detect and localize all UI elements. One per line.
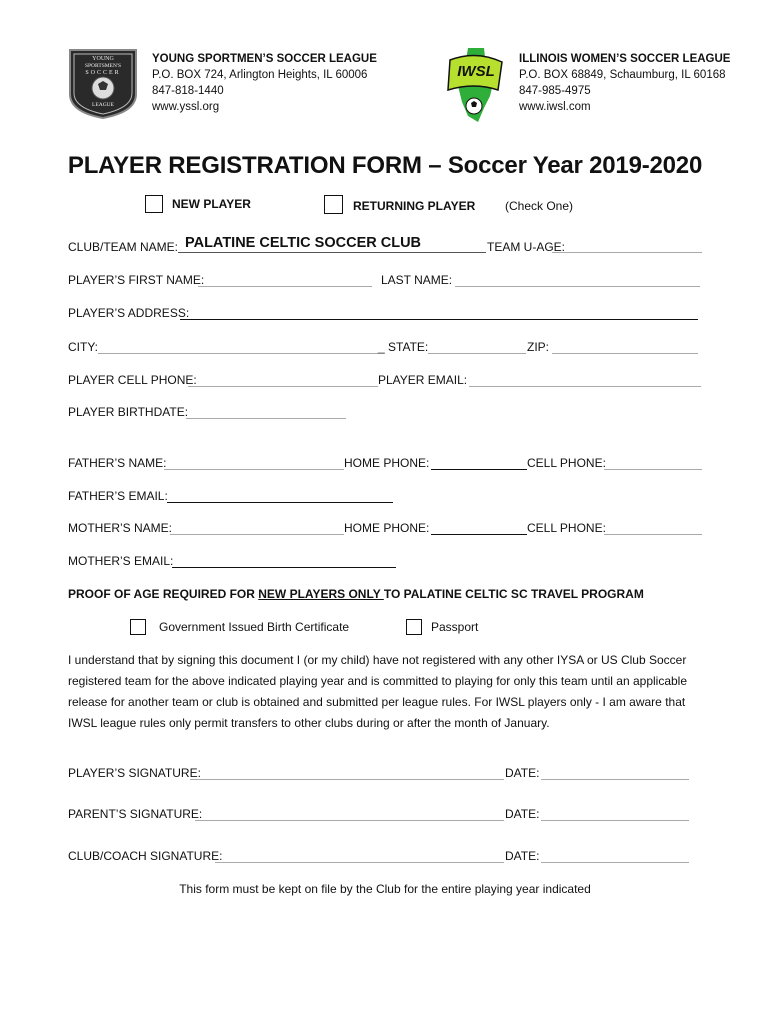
mother-name-input[interactable] bbox=[170, 534, 344, 535]
parent-signature-label: PARENT’S SIGNATURE: bbox=[68, 807, 203, 821]
father-home-phone-label: HOME PHONE: bbox=[344, 456, 430, 470]
check-one-hint: (Check One) bbox=[505, 199, 574, 213]
player-signature-input[interactable] bbox=[190, 779, 504, 780]
father-cell-phone-label: CELL PHONE: bbox=[527, 456, 606, 470]
father-home-phone-input[interactable] bbox=[431, 469, 527, 470]
new-player-label: NEW PLAYER bbox=[172, 197, 251, 211]
coach-signature-input[interactable] bbox=[215, 862, 504, 863]
iwsl-address: P.O. BOX 68849, Schaumburg, IL 60168 bbox=[519, 69, 726, 81]
team-uage-label: TEAM U-AGE: bbox=[487, 240, 566, 254]
mother-email-label: MOTHER’S EMAIL: bbox=[68, 554, 174, 568]
last-name-label: LAST NAME: bbox=[381, 273, 453, 287]
city-input[interactable] bbox=[98, 353, 378, 354]
yssl-contact bbox=[152, 51, 377, 115]
club-team-label: CLUB/TEAM NAME: bbox=[68, 240, 179, 254]
iwsl-logo-text: IWSL bbox=[457, 63, 495, 80]
first-name-label: PLAYER’S FIRST NAME: bbox=[68, 273, 205, 287]
new-player-checkbox[interactable] bbox=[145, 195, 163, 213]
iwsl-logo bbox=[444, 46, 508, 126]
proof-underlined: NEW PLAYERS ONLY bbox=[258, 587, 384, 601]
cell-phone-label: PLAYER CELL PHONE: bbox=[68, 373, 197, 387]
parent-date-label: DATE: bbox=[505, 807, 540, 821]
iwsl-phone: 847-985-4975 bbox=[519, 85, 591, 97]
address-input[interactable] bbox=[180, 319, 698, 320]
coach-signature-label: CLUB/COACH SIGNATURE: bbox=[68, 849, 223, 863]
mother-name-label: MOTHER’S NAME: bbox=[68, 521, 173, 535]
passport-label: Passport bbox=[431, 620, 479, 634]
coach-date-input[interactable] bbox=[541, 862, 689, 863]
parent-date-input[interactable] bbox=[541, 820, 689, 821]
yssl-logo-line3: SOCCER bbox=[85, 70, 121, 76]
last-name-input[interactable] bbox=[455, 286, 700, 287]
birth-certificate-label: Government Issued Birth Certificate bbox=[159, 620, 350, 634]
team-uage-input[interactable] bbox=[552, 252, 702, 253]
mother-home-phone-label: HOME PHONE: bbox=[344, 521, 430, 535]
birthdate-label: PLAYER BIRTHDATE: bbox=[68, 405, 189, 419]
yssl-logo bbox=[68, 48, 138, 120]
state-input[interactable] bbox=[428, 353, 526, 354]
iwsl-web[interactable]: www.iwsl.com bbox=[519, 101, 591, 113]
father-name-label: FATHER’S NAME: bbox=[68, 456, 167, 470]
iwsl-contact bbox=[519, 51, 730, 115]
player-date-label: DATE: bbox=[505, 766, 540, 780]
email-input[interactable] bbox=[469, 386, 701, 387]
club-team-value: PALATINE CELTIC SOCCER CLUB bbox=[185, 235, 422, 251]
iwsl-name: ILLINOIS WOMEN’S SOCCER LEAGUE bbox=[519, 53, 731, 65]
player-date-input[interactable] bbox=[541, 779, 689, 780]
yssl-name: YOUNG SPORTMEN’S SOCCER LEAGUE bbox=[152, 53, 377, 65]
footer-note: This form must be kept on file by the Club for the entire playing year indicated bbox=[179, 882, 591, 896]
proof-prefix: PROOF OF AGE REQUIRED FOR bbox=[68, 587, 259, 601]
player-signature-label: PLAYER’S SIGNATURE: bbox=[68, 766, 201, 780]
state-label: _ STATE: bbox=[378, 340, 429, 354]
page-title: PLAYER REGISTRATION FORM – Soccer Year 2019-2020 bbox=[67, 152, 703, 179]
cell-phone-input[interactable] bbox=[188, 386, 378, 387]
returning-player-label: RETURNING PLAYER bbox=[353, 199, 476, 213]
yssl-phone: 847-818-1440 bbox=[152, 85, 224, 97]
email-label: PLAYER EMAIL: bbox=[378, 373, 468, 387]
first-name-input[interactable] bbox=[198, 286, 372, 287]
father-cell-phone-input[interactable] bbox=[604, 469, 702, 470]
returning-player-checkbox[interactable] bbox=[324, 195, 343, 214]
proof-of-age-heading bbox=[68, 587, 644, 601]
city-label: CITY: bbox=[68, 340, 99, 354]
yssl-logo-line2: SPORTSMEN'S bbox=[84, 63, 122, 69]
father-name-input[interactable] bbox=[164, 469, 344, 470]
birth-certificate-checkbox[interactable] bbox=[130, 619, 146, 635]
passport-checkbox[interactable] bbox=[406, 619, 422, 635]
zip-input[interactable] bbox=[552, 353, 698, 354]
yssl-logo-line4: LEAGUE bbox=[92, 102, 114, 108]
yssl-web[interactable]: www.yssl.org bbox=[152, 101, 220, 113]
father-email-label: FATHER’S EMAIL: bbox=[68, 489, 168, 503]
address-label: PLAYER’S ADDRESS: bbox=[68, 306, 190, 320]
father-email-input[interactable] bbox=[167, 502, 393, 503]
coach-date-label: DATE: bbox=[505, 849, 540, 863]
agreement-text: I understand that by signing this document I (or my child) have not registered with any other IYSA or US Club Soccer registered team for the above indicated playing year and is committed to playing for only this team until an applicable release for another team or club is obtained and submitted per league rules. For IWSL players only - I am aware that IWSL league rules only permit transfers to other clubs during or after the month of January. bbox=[68, 653, 688, 730]
birthdate-input[interactable] bbox=[186, 418, 346, 419]
club-team-input[interactable] bbox=[178, 252, 486, 253]
mother-cell-phone-label: CELL PHONE: bbox=[527, 521, 606, 535]
yssl-address: P.O. BOX 724, Arlington Heights, IL 60006 bbox=[152, 69, 368, 81]
zip-label: ZIP: bbox=[527, 340, 550, 354]
proof-suffix: TO PALATINE CELTIC SC TRAVEL PROGRAM bbox=[383, 587, 644, 601]
yssl-logo-line1: YOUNG bbox=[92, 56, 114, 62]
mother-email-input[interactable] bbox=[172, 567, 396, 568]
mother-home-phone-input[interactable] bbox=[431, 534, 527, 535]
parent-signature-input[interactable] bbox=[195, 820, 504, 821]
mother-cell-phone-input[interactable] bbox=[604, 534, 702, 535]
